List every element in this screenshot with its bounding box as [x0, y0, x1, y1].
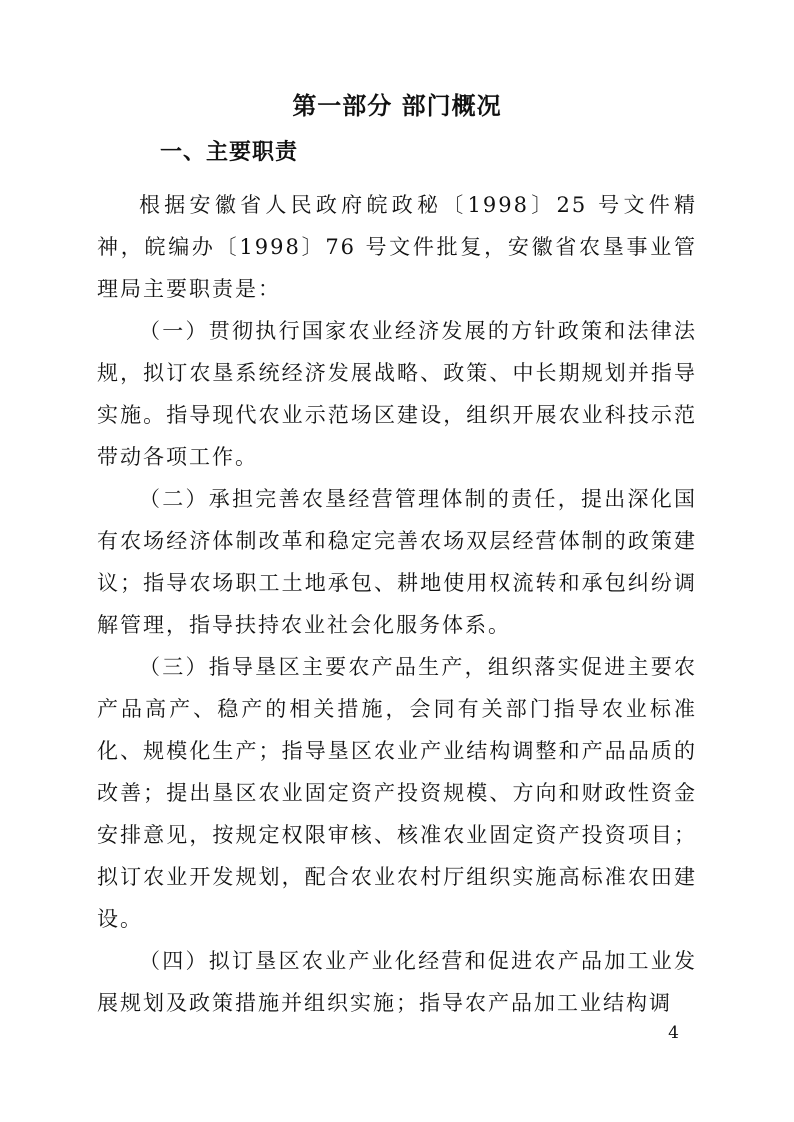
paragraph-item-2: （二）承担完善农垦经营管理体制的责任，提出深化国有农场经济体制改革和稳定完善农场双层经营体制的政策建议；指导农场职工土地承包、耕地使用权流转和承包纠纷调解管理，指导扶持农业社会化服务体系。	[97, 487, 697, 637]
paragraph-item-3: （三）指导垦区主要农产品生产，组织落实促进主要农产品高产、稳产的相关措施，会同有关部门指导农业标准化、规模化生产；指导垦区农业产业结构调整和产品品质的改善；提出垦区农业固定资产投资规模、方向和财政性资金安排意见，按规定权限审核、核准农业固定资产投资项目；拟订农业开发规划，配合农业农村厅组织实施高标准农田建设。	[97, 655, 697, 931]
paragraph-item-1: （一）贯彻执行国家农业经济发展的方针政策和法律法规，拟订农垦系统经济发展战略、政策、中长期规划并指导实施。指导现代农业示范场区建设，组织开展农业科技示范带动各项工作。	[97, 319, 697, 469]
document-content	[97, 85, 697, 1024]
document-body	[97, 184, 697, 1024]
page-number: 4	[668, 1023, 679, 1043]
document-title: 第一部分 部门概况	[292, 92, 502, 120]
paragraph-intro: 根据安徽省人民政府皖政秘〔1998〕25 号文件精神，皖编办〔1998〕76 号文件批复，安徽省农垦事业管理局主要职责是：	[97, 193, 697, 301]
section-heading: 一、主要职责	[160, 140, 299, 165]
paragraph-item-4: （四）拟订垦区农业产业化经营和促进农产品加工业发展规划及政策措施并组织实施；指导农产品加工业结构调	[97, 949, 697, 1015]
